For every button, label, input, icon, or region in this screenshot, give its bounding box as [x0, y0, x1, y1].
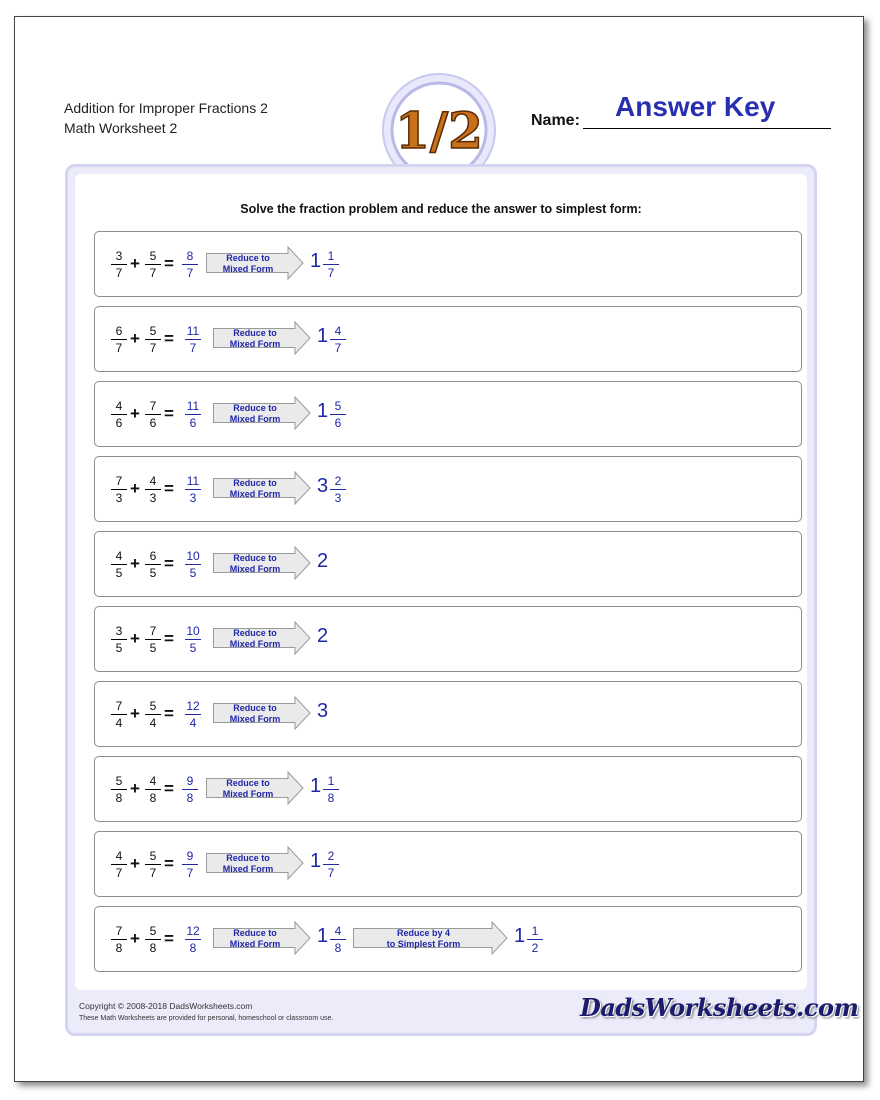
arrow-label-line1: Reduce by 4 — [396, 928, 451, 938]
numerator: 10 — [186, 549, 200, 563]
reduce-to-mixed-arrow — [213, 921, 311, 955]
numerator: 5 — [149, 249, 157, 263]
fraction — [112, 850, 126, 881]
problem-row — [94, 306, 802, 372]
usage-note: These Math Worksheets are provided for personal, homeschool or classroom use. — [79, 1015, 334, 1022]
equals-sign: = — [164, 929, 174, 948]
denominator: 3 — [115, 491, 123, 505]
denominator: 3 — [334, 491, 342, 505]
plus-sign: + — [130, 254, 140, 273]
fraction — [186, 400, 200, 431]
whole-number: 1 — [310, 250, 322, 272]
numerator: 7 — [115, 474, 123, 488]
numerator: 7 — [149, 399, 157, 413]
whole-number: 2 — [317, 625, 329, 647]
arrow-label-line1: Reduce to — [233, 553, 277, 563]
reduce-to-mixed-arrow — [213, 546, 311, 580]
numerator: 5 — [115, 774, 123, 788]
fraction — [186, 475, 200, 506]
arrow-label-line1: Reduce to — [233, 928, 277, 938]
fraction — [146, 250, 160, 281]
arrow-label-line2: Mixed Form — [222, 788, 274, 799]
problem-row — [94, 756, 802, 822]
numerator: 4 — [115, 399, 123, 413]
denominator: 8 — [149, 941, 157, 955]
denominator: 5 — [149, 566, 157, 580]
denominator: 7 — [334, 341, 342, 355]
denominator: 5 — [115, 641, 123, 655]
brand-logo: DadsWorksheets.com — [580, 993, 859, 1022]
denominator: 3 — [189, 491, 197, 505]
plus-sign: + — [130, 554, 140, 573]
fraction — [183, 775, 197, 806]
equals-sign: = — [164, 854, 174, 873]
fraction — [183, 850, 197, 881]
reduce-to-mixed-arrow — [213, 471, 311, 505]
whole-number: 1 — [310, 775, 322, 797]
fraction — [112, 700, 126, 731]
fraction — [183, 250, 197, 281]
name-line — [583, 128, 831, 129]
fraction — [146, 775, 160, 806]
arrow-label-line2: Mixed Form — [229, 638, 281, 649]
arrow-label-line2: Mixed Form — [222, 863, 274, 874]
fraction — [324, 850, 338, 881]
whole-number: 1 — [310, 850, 322, 872]
denominator: 7 — [189, 341, 197, 355]
plus-sign: + — [130, 404, 140, 423]
denominator: 5 — [115, 566, 123, 580]
numerator: 1 — [327, 774, 335, 788]
answer-key-label: Answer Key — [615, 91, 776, 122]
numerator: 5 — [149, 324, 157, 338]
denominator: 5 — [189, 566, 197, 580]
fraction — [112, 925, 126, 956]
fraction — [186, 325, 200, 356]
problem-row — [94, 531, 802, 597]
numerator: 7 — [149, 624, 157, 638]
fraction — [186, 625, 200, 656]
problem-row — [94, 681, 802, 747]
whole-number: 3 — [317, 700, 329, 722]
denominator: 8 — [334, 941, 342, 955]
reduce-to-mixed-arrow — [206, 246, 304, 280]
arrow-label — [213, 553, 297, 574]
arrow-label-line1: Reduce to — [226, 253, 270, 263]
equals-sign: = — [164, 704, 174, 723]
problem-frame — [65, 164, 859, 1036]
problem-row — [94, 231, 802, 297]
equals-sign: = — [164, 329, 174, 348]
numerator: 11 — [186, 399, 200, 413]
problem-area — [75, 174, 807, 990]
problem-row — [94, 381, 802, 447]
denominator: 7 — [149, 266, 157, 280]
arrow-label-line1: Reduce to — [233, 403, 277, 413]
fraction — [186, 700, 200, 731]
fraction — [146, 475, 160, 506]
arrow-label-line1: Reduce to — [233, 703, 277, 713]
whole-number: 1 — [317, 325, 329, 347]
plus-sign: + — [130, 854, 140, 873]
arrow-label-line2: Mixed Form — [229, 488, 281, 499]
arrow-label — [213, 478, 297, 499]
numerator: 4 — [149, 774, 157, 788]
arrow-label-line1: Reduce to — [226, 853, 270, 863]
fraction — [528, 925, 542, 956]
whole-number: 1 — [317, 925, 329, 947]
numerator: 5 — [149, 924, 157, 938]
fraction — [112, 400, 126, 431]
denominator: 3 — [149, 491, 157, 505]
numerator: 5 — [149, 699, 157, 713]
problem-row — [94, 831, 802, 897]
equals-sign: = — [164, 779, 174, 798]
fraction — [146, 625, 160, 656]
equals-sign: = — [164, 479, 174, 498]
numerator: 3 — [115, 249, 123, 263]
fraction — [331, 400, 345, 431]
worksheet-subtitle: Math Worksheet 2 — [64, 120, 178, 136]
denominator: 8 — [186, 791, 194, 805]
arrow-label-line1: Reduce to — [226, 778, 270, 788]
problem-row — [94, 606, 802, 672]
plus-sign: + — [130, 479, 140, 498]
arrow-label — [213, 628, 297, 649]
arrow-label-line1: Reduce to — [233, 328, 277, 338]
fraction — [331, 475, 345, 506]
whole-number: 3 — [317, 475, 329, 497]
denominator: 2 — [531, 941, 539, 955]
problem-row — [94, 456, 802, 522]
arrow-label — [206, 853, 290, 874]
arrow-label — [213, 403, 297, 424]
numerator: 11 — [186, 324, 200, 338]
arrow-label-line2: Mixed Form — [229, 413, 281, 424]
fraction — [112, 625, 126, 656]
reduce-to-mixed-arrow — [213, 621, 311, 655]
fraction — [146, 925, 160, 956]
fraction — [146, 400, 160, 431]
instruction-text: Solve the fraction problem and reduce the answer to simplest form: — [240, 202, 642, 216]
numerator: 1 — [327, 249, 335, 263]
fraction — [112, 250, 126, 281]
equals-sign: = — [164, 629, 174, 648]
fraction — [112, 775, 126, 806]
denominator: 8 — [327, 791, 335, 805]
numerator: 4 — [334, 324, 342, 338]
reduce-to-mixed-arrow — [213, 396, 311, 430]
arrow-label-line1: Reduce to — [233, 478, 277, 488]
denominator: 4 — [189, 716, 197, 730]
fraction — [324, 250, 338, 281]
arrow-label — [206, 778, 290, 799]
numerator: 6 — [149, 549, 157, 563]
arrow-label — [206, 253, 290, 274]
numerator: 6 — [115, 324, 123, 338]
denominator: 6 — [149, 416, 157, 430]
plus-sign: + — [130, 704, 140, 723]
reduce-to-mixed-arrow — [213, 696, 311, 730]
plus-sign: + — [130, 779, 140, 798]
arrow-label-line2: Mixed Form — [229, 338, 281, 349]
numerator: 5 — [149, 849, 157, 863]
denominator: 7 — [115, 266, 123, 280]
denominator: 6 — [334, 416, 342, 430]
fraction — [112, 550, 126, 581]
fraction — [146, 850, 160, 881]
arrow-label — [213, 328, 297, 349]
fraction — [146, 700, 160, 731]
arrow-label-line2: Mixed Form — [229, 938, 281, 949]
fraction — [331, 325, 345, 356]
plus-sign: + — [130, 329, 140, 348]
numerator: 5 — [334, 399, 342, 413]
numerator: 4 — [334, 924, 342, 938]
arrow-label-line2: Mixed Form — [229, 563, 281, 574]
numerator: 8 — [186, 249, 194, 263]
arrow-label-line2: Mixed Form — [229, 713, 281, 724]
arrow-label — [213, 703, 297, 724]
numerator: 12 — [186, 924, 200, 938]
arrow-label — [213, 928, 297, 949]
arrow-label-line2: Mixed Form — [222, 263, 274, 274]
denominator: 6 — [189, 416, 197, 430]
denominator: 7 — [115, 866, 123, 880]
denominator: 4 — [115, 716, 123, 730]
reduce-to-mixed-arrow — [206, 846, 304, 880]
name-label: Name: — [531, 112, 580, 129]
reduce-to-mixed-arrow — [206, 771, 304, 805]
equals-sign: = — [164, 254, 174, 273]
fraction — [146, 550, 160, 581]
denominator: 7 — [327, 866, 335, 880]
plus-sign: + — [130, 929, 140, 948]
numerator: 10 — [186, 624, 200, 638]
denominator: 5 — [149, 641, 157, 655]
denominator: 8 — [149, 791, 157, 805]
equals-sign: = — [164, 554, 174, 573]
fraction — [112, 325, 126, 356]
numerator: 9 — [186, 849, 194, 863]
arrow-label-line2: to Simplest Form — [386, 938, 461, 949]
problem-row — [94, 906, 802, 972]
equals-sign: = — [164, 404, 174, 423]
whole-number: 2 — [317, 550, 329, 572]
numerator: 9 — [186, 774, 194, 788]
numerator: 1 — [531, 924, 539, 938]
fraction — [324, 775, 338, 806]
denominator: 4 — [149, 716, 157, 730]
whole-number: 1 — [317, 400, 329, 422]
fraction — [331, 925, 345, 956]
denominator: 7 — [186, 866, 194, 880]
numerator: 3 — [115, 624, 123, 638]
reduce-to-simplest-arrow — [353, 921, 508, 955]
numerator: 11 — [186, 474, 200, 488]
arrow-label — [353, 928, 494, 949]
denominator: 8 — [115, 791, 123, 805]
denominator: 6 — [115, 416, 123, 430]
numerator: 12 — [186, 699, 200, 713]
fraction — [186, 550, 200, 581]
worksheet-title: Addition for Improper Fractions 2 — [64, 100, 268, 116]
logo-text: 1/2 — [395, 101, 483, 160]
whole-number: 1 — [514, 925, 526, 947]
numerator: 7 — [115, 924, 123, 938]
plus-sign: + — [130, 629, 140, 648]
fraction — [112, 475, 126, 506]
denominator: 7 — [115, 341, 123, 355]
numerator: 2 — [327, 849, 335, 863]
arrow-label-line1: Reduce to — [233, 628, 277, 638]
numerator: 7 — [115, 699, 123, 713]
denominator: 8 — [189, 941, 197, 955]
copyright-text: Copyright © 2008-2018 DadsWorksheets.com — [79, 1001, 253, 1011]
fraction — [146, 325, 160, 356]
numerator: 4 — [149, 474, 157, 488]
numerator: 4 — [115, 549, 123, 563]
denominator: 7 — [327, 266, 335, 280]
reduce-to-mixed-arrow — [213, 321, 311, 355]
denominator: 8 — [115, 941, 123, 955]
denominator: 7 — [186, 266, 194, 280]
denominator: 7 — [149, 341, 157, 355]
worksheet-page — [14, 16, 864, 1082]
fraction — [186, 925, 200, 956]
numerator: 2 — [334, 474, 342, 488]
denominator: 5 — [189, 641, 197, 655]
denominator: 7 — [149, 866, 157, 880]
numerator: 4 — [115, 849, 123, 863]
